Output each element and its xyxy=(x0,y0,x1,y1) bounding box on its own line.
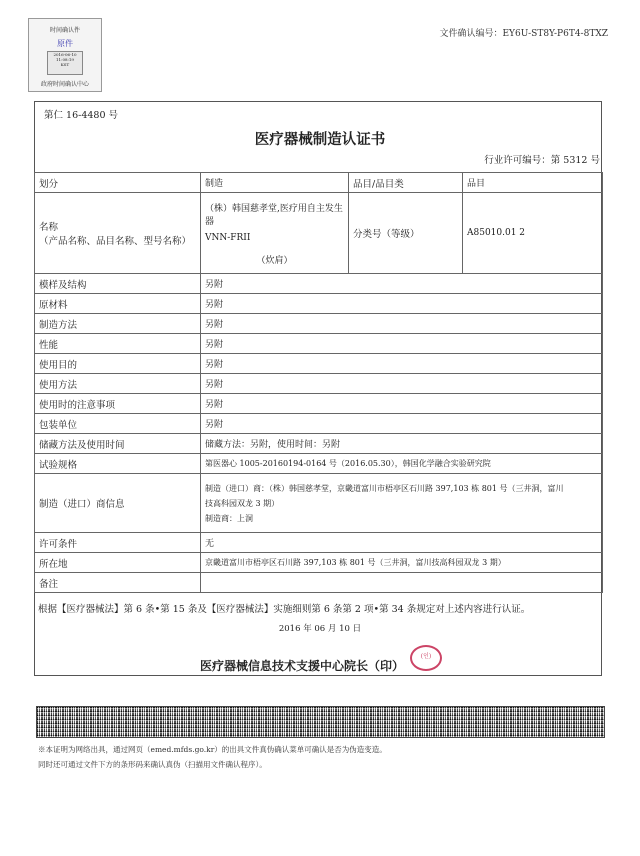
stamp-mid-text: 原件 xyxy=(57,39,73,48)
maker-line-1: 制造（进口）商：（株）韩国慈孝堂，京畿道富川市梧亭区石川路 397,103 栋 801 号（三井洞，富川 xyxy=(205,483,564,493)
table-row xyxy=(35,334,603,354)
item-label: 品目 xyxy=(463,173,603,193)
table-row xyxy=(35,434,603,454)
certificate-table xyxy=(34,172,603,593)
test-label: 试验规格 xyxy=(35,454,201,474)
remark-value xyxy=(201,573,603,593)
model-name: VNN-FRII xyxy=(205,232,251,243)
notice-line-1: ※本证明为网络出具，通过网页（emed.mfds.go.kr）的出具文件真伪确认菜单可确认是否为伪造变造。 xyxy=(38,745,387,754)
category-value: 制造 xyxy=(201,173,349,193)
table-row xyxy=(35,374,603,394)
remark-label: 备注 xyxy=(35,573,201,593)
stamp-date: 2016-06-10 xyxy=(53,52,77,57)
address-value: 京畿道富川市梧亭区石川路 397,103 栋 801 号（三井洞，富川技高科园双龙 3 期） xyxy=(201,553,603,573)
table-row xyxy=(35,173,603,193)
caution-label: 使用时的注意事项 xyxy=(35,394,201,414)
issuer-signature: 医疗器械信息技术支援中心院长（印） xyxy=(200,659,405,673)
table-row xyxy=(35,553,603,573)
package-label: 包装单位 xyxy=(35,414,201,434)
product-name: （株）韩国慈孝堂,医疗用自主发生器 xyxy=(205,203,343,227)
material-value: 另附 xyxy=(201,294,603,314)
caution-value: 另附 xyxy=(201,394,603,414)
certificate-number: 第仁 16-4480 号 xyxy=(44,110,119,121)
table-row xyxy=(35,414,603,434)
stamp-bottom-text: 政府时间确认中心 xyxy=(40,81,89,88)
material-label: 原材料 xyxy=(35,294,201,314)
table-row xyxy=(35,354,603,374)
table-row xyxy=(35,533,603,553)
storage-value: 储藏方法：另附，使用时间：另附 xyxy=(201,434,603,454)
name-note: （炊肩） xyxy=(256,255,293,266)
method-label: 制造方法 xyxy=(35,314,201,334)
class-number-label: 分类号（等级） xyxy=(349,193,463,274)
purpose-value: 另附 xyxy=(201,354,603,374)
maker-value-cell xyxy=(201,474,603,533)
official-seal-icon: (인) xyxy=(410,645,442,671)
performance-label: 性能 xyxy=(35,334,201,354)
maker-line-3: 制造商：上洞 xyxy=(205,513,253,523)
name-label: 名称 xyxy=(39,222,59,233)
usage-label: 使用方法 xyxy=(35,374,201,394)
name-label-cell xyxy=(35,193,201,274)
maker-line-2: 技高科园双龙 3 期） xyxy=(205,498,280,508)
purpose-label: 使用目的 xyxy=(35,354,201,374)
maker-label: 制造（进口）商信息 xyxy=(35,474,201,533)
stamp-zone: KST xyxy=(60,62,70,67)
shape-label: 模样及结构 xyxy=(35,274,201,294)
certificate-title: 医疗器械制造认证书 xyxy=(254,131,386,148)
storage-label: 储藏方法及使用时间 xyxy=(35,434,201,454)
method-value: 另附 xyxy=(201,314,603,334)
industry-license-number: 行业许可编号：第 5312 号 xyxy=(484,155,600,166)
name-label-detail: （产品名称、品目名称、型号名称） xyxy=(39,236,192,247)
table-row xyxy=(35,394,603,414)
table-row xyxy=(35,193,603,274)
table-row xyxy=(35,573,603,593)
issue-date: 2016 年 06 月 10 日 xyxy=(278,624,362,634)
permit-value: 无 xyxy=(201,533,603,553)
class-number-value: A85010.01 2 xyxy=(463,193,603,274)
address-label: 所在地 xyxy=(35,553,201,573)
shape-value: 另附 xyxy=(201,274,603,294)
document-confirm-number: 文件确认编号：EY6U-ST8Y-P6T4-8TXZ xyxy=(439,29,608,39)
table-row xyxy=(35,474,603,533)
table-row xyxy=(35,314,603,334)
table-row xyxy=(35,274,603,294)
notice-line-2: 同时还可通过文件下方的条形码来确认真伪（扫描用文件确认程序）。 xyxy=(38,760,267,769)
permit-label: 许可条件 xyxy=(35,533,201,553)
time-stamp xyxy=(28,18,102,92)
package-value: 另附 xyxy=(201,414,603,434)
stamp-time-box xyxy=(47,51,83,75)
name-value-cell xyxy=(201,193,349,274)
table-row xyxy=(35,454,603,474)
verification-barcode xyxy=(36,706,605,738)
table-row xyxy=(35,294,603,314)
category-label: 划分 xyxy=(35,173,201,193)
usage-value: 另附 xyxy=(201,374,603,394)
item-class-label: 品目/品目类 xyxy=(349,173,463,193)
test-value: 第医器心 1005-20160194-0164 号（2016.05.30），韩国化学融合实验研究院 xyxy=(201,454,603,474)
stamp-top-text: 时间确认件 xyxy=(49,27,80,34)
stamp-time: 11:08:19 xyxy=(56,57,74,62)
performance-value: 另附 xyxy=(201,334,603,354)
legal-basis: 根据【医疗器械法】第 6 条•第 15 条及【医疗器械法】实施细则第 6 条第 2 项•第 34 条规定对上述内容进行认证。 xyxy=(38,604,531,615)
